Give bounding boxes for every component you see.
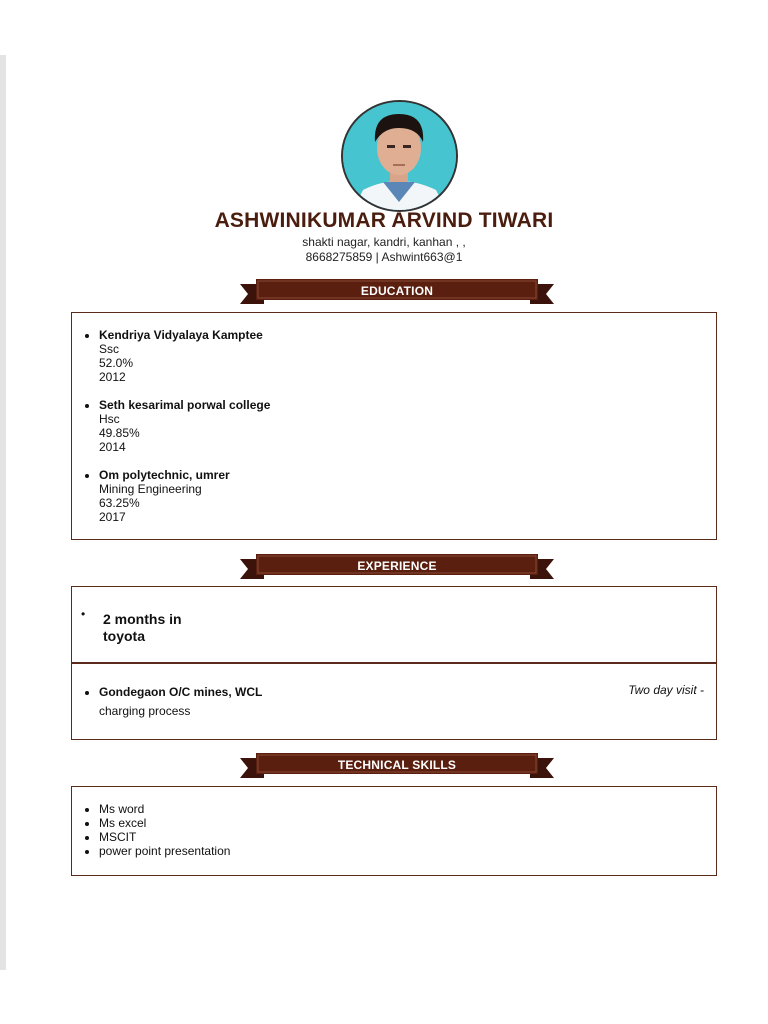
experience-job-box: [71, 586, 717, 664]
education-item: • Seth kesarimal porwal college Hsc 49.85% 2014: [99, 398, 716, 454]
bullet: •: [81, 607, 86, 621]
visit-note: Two day visit -: [628, 683, 704, 697]
address-line: shakti nagar, kandri, kanhan , ,: [302, 235, 466, 249]
skill-item: • Ms word: [99, 802, 716, 816]
page-edge: [0, 55, 6, 970]
education-item: • Kendriya Vidyalaya Kamptee Ssc 52.0% 2012: [99, 328, 716, 384]
education-title: EDUCATION: [360, 284, 434, 298]
experience-title: EXPERIENCE: [357, 559, 437, 573]
skill-item: • MSCIT: [99, 830, 716, 844]
candidate-name: ASHWINIKUMAR ARVIND TIWARI: [214, 209, 554, 232]
experience-ribbon: [240, 553, 554, 581]
skills-box: [71, 786, 717, 876]
skills-ribbon: [240, 752, 554, 780]
education-box: [71, 312, 717, 540]
education-item: • Om polytechnic, umrer Mining Engineering 63.25% 2017: [99, 468, 716, 524]
skill-item: • power point presentation: [99, 844, 716, 858]
education-ribbon: [240, 278, 554, 306]
contact-line: 8668275859 | Ashwint663@1: [305, 250, 463, 264]
experience-visit: • Gondegaon O/C mines, WCL charging process: [99, 683, 716, 721]
profile-photo: [341, 100, 458, 212]
skills-title: TECHNICAL SKILLS: [337, 758, 457, 772]
skill-item: • Ms excel: [99, 816, 716, 830]
experience-job: 2 months in toyota: [103, 611, 182, 644]
experience-visit-box: [71, 662, 717, 740]
